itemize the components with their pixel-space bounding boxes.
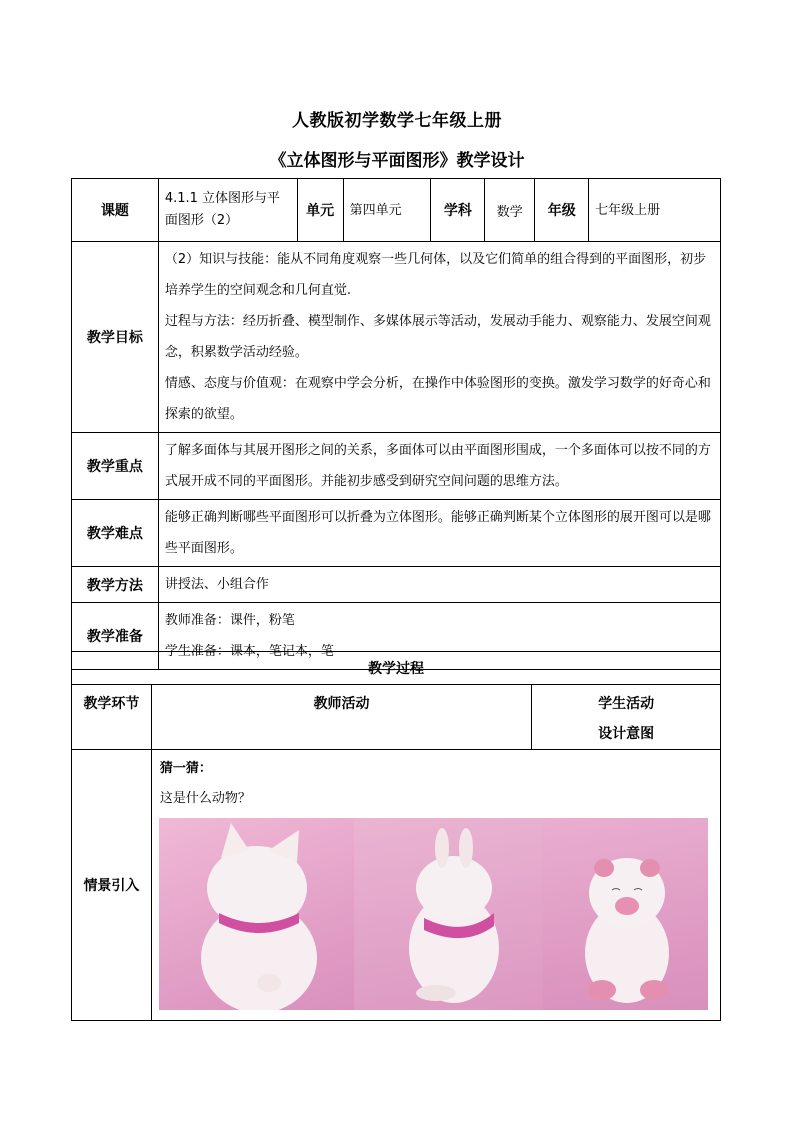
subject-value: 数学: [485, 179, 535, 242]
goals-process: 过程与方法：经历折叠、模型制作、多媒体展示等活动，发展动手能力、观察能力、发展空间观念，积累数学活动经验。: [164, 314, 711, 360]
goals-emotion: 情感、态度与价值观：在观察中学会分析，在操作中体验图形的变换。激发学习数学的好奇心和探索的欲望。: [164, 376, 711, 422]
topic-label: 课题: [72, 179, 159, 242]
unit-label: 单元: [297, 179, 343, 242]
methods-text: 讲授法、小组合作: [158, 567, 720, 603]
guess-question: 这是什么动物？: [159, 791, 251, 806]
methods-label: 教学方法: [72, 567, 159, 603]
difficulties-text: 能够正确判断哪些平面图形可以折叠为立体图形。能够正确判断某个立体图形的展开图可以是哪些平面图形。: [158, 500, 720, 567]
student-activity-label: 学生活动: [598, 696, 655, 712]
student-preparation: 学生准备：课本，笔记本，笔: [164, 644, 334, 659]
goals-label: 教学目标: [72, 242, 159, 433]
goals-knowledge: （2）知识与技能：能从不同角度观察一些几何体，以及它们简单的组合得到的平面图形，初步培养学生的空间观念和几何直觉.: [164, 252, 707, 298]
lesson-info-table: [71, 178, 721, 670]
stage-column-header: 教学环节: [72, 685, 152, 750]
plush-front-photo: [542, 818, 708, 1010]
unit-value: 第四单元: [343, 179, 431, 242]
grade-value: 七年级上册: [589, 179, 721, 242]
topic-value: 4.1.1 立体图形与平面图形（2）: [158, 179, 297, 242]
teacher-activity-header: 教师活动: [151, 685, 531, 750]
key-points-label: 教学重点: [72, 433, 159, 500]
animal-photos: [159, 818, 708, 1010]
key-points-text: 了解多面体与其展开图形之间的关系，多面体可以由平面图形围成，一个多面体可以按不同的方式展开成不同的平面图形。并能初步感受到研究空间问题的思维方法。: [158, 433, 720, 500]
student-activity-header: [532, 685, 721, 750]
grade-label: 年级: [535, 179, 589, 242]
plush-back-photo: [159, 818, 354, 1010]
guess-prompt: 猜一猜：: [159, 761, 212, 776]
plush-side-photo: [354, 818, 542, 1010]
document-subtitle: 《立体图形与平面图形》教学设计: [269, 151, 525, 171]
stage-intro-label: 情景引入: [72, 750, 152, 1021]
preparation-label: 教学准备: [72, 603, 159, 670]
design-intent-label: 设计意图: [598, 726, 655, 742]
goals-content: [158, 242, 720, 433]
teacher-preparation: 教师准备：课件，粉笔: [164, 613, 295, 628]
difficulties-label: 教学难点: [72, 500, 159, 567]
process-title: 教学过程: [72, 652, 721, 685]
subject-label: 学科: [431, 179, 485, 242]
document-title: 人教版初学数学七年级上册: [292, 111, 502, 131]
